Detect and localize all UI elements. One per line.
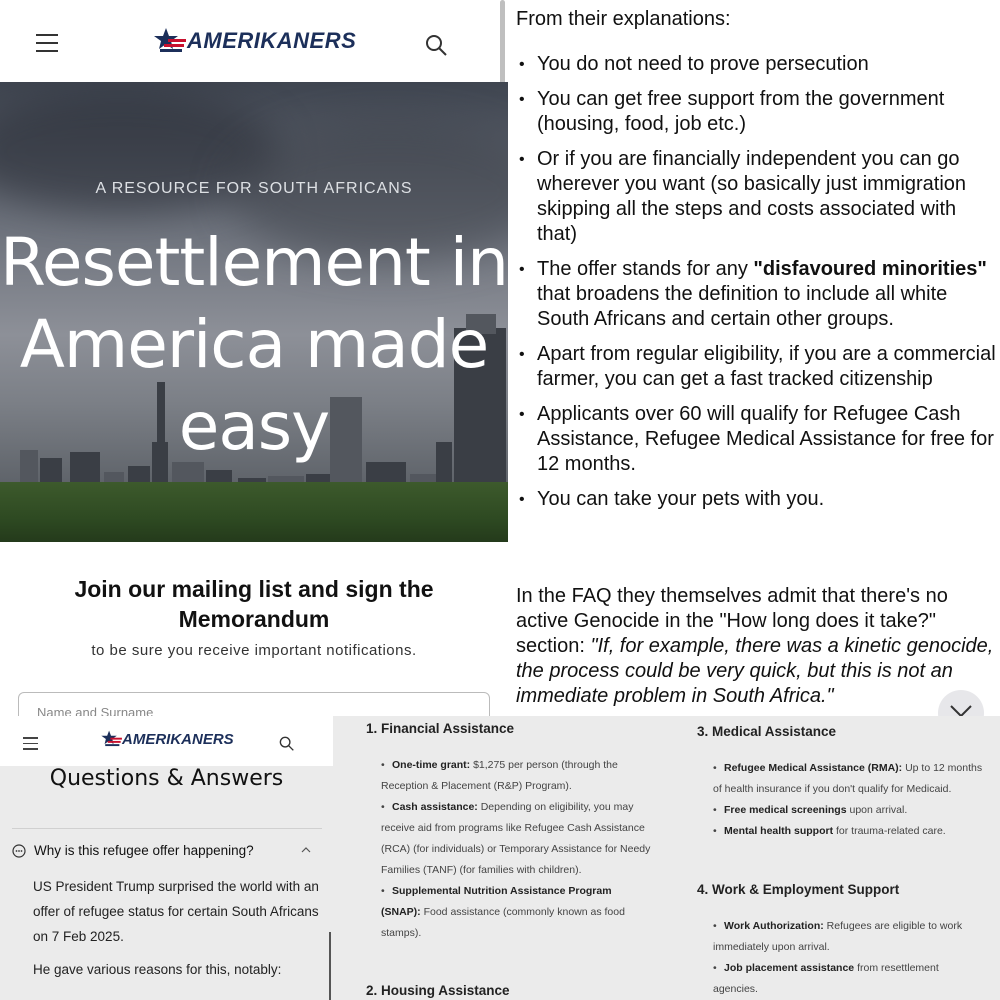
faq-question-row[interactable] xyxy=(12,842,312,862)
list-item: • Refugee Medical Assistance (RMA): Up to 12 months of health insurance if you don't qualify for Medicaid. xyxy=(713,762,983,795)
hero-kicker: A RESOURCE FOR SOUTH AFRICANS xyxy=(95,180,413,197)
search-icon[interactable] xyxy=(425,34,447,56)
site-logo[interactable] xyxy=(152,26,356,56)
benefits-panel xyxy=(333,716,1000,1000)
star-stripes-icon xyxy=(100,730,122,748)
list-item: • Work Authorization: Refugees are eligible to work immediately upon arrival. xyxy=(713,920,963,953)
star-stripes-icon xyxy=(152,27,186,55)
hero-title: Resettlement in America made easy xyxy=(0,224,508,465)
page-title: Questions & Answers xyxy=(49,766,284,791)
faq-answer: US President Trump surprised the world with an offer of refugee status for certain South Africans on 7 Feb 2025. xyxy=(33,879,319,944)
site-header xyxy=(0,0,508,82)
faq-commentary: In the FAQ they themselves admit that there's no active Genocide in the "How long does it take?" section: "If, for example, there was a kinetic genocide, the process could be very quick, but this is not an immediate problem in South Africa." xyxy=(516,585,994,707)
scrollbar[interactable] xyxy=(329,932,331,1000)
chevron-up-icon[interactable] xyxy=(301,846,311,853)
mailing-heading: Join our mailing list and sign the Memorandum xyxy=(74,576,434,632)
hero-banner xyxy=(0,82,508,542)
commentary-lead: From their explanations: xyxy=(516,8,731,30)
medical-list xyxy=(713,758,983,842)
faq-page-panel xyxy=(0,716,333,1000)
section-heading: 3. Medical Assistance xyxy=(697,724,837,739)
logo-wordmark: AMERIKANERS xyxy=(187,28,357,53)
section-heading: 2. Housing Assistance xyxy=(366,983,510,998)
site-header xyxy=(0,716,333,766)
faq-question: Why is this refugee offer happening? xyxy=(34,843,254,858)
chat-icon xyxy=(12,844,26,858)
section-heading: 1. Financial Assistance xyxy=(366,721,515,736)
list-item: • You can take your pets with you. xyxy=(516,487,996,512)
site-logo[interactable] xyxy=(100,730,234,748)
mailing-list-section xyxy=(0,542,508,716)
list-item: • The offer stands for any "disfavoured minorities" that broadens the definition to include all white South Africans and certain other groups. xyxy=(516,257,996,332)
menu-icon[interactable] xyxy=(23,737,38,749)
website-top-panel xyxy=(0,0,508,716)
list-item: • One-time grant: $1,275 per person (through the Reception & Placement (R&P) Program). xyxy=(381,759,618,792)
faq-quote: "If, for example, there was a kinetic genocide, the process could be very quick, but this is not an immediate problem in South Africa." xyxy=(516,635,994,707)
faq-answer-continued: He gave various reasons for this, notably: xyxy=(33,962,282,977)
name-input[interactable]: Name and Surname xyxy=(18,692,490,716)
list-item: • Supplemental Nutrition Assistance Program (SNAP): Food assistance (commonly known as food stamps). xyxy=(381,885,625,939)
list-item: • You can get free support from the government (housing, food, job etc.) xyxy=(516,87,996,137)
mailing-subtext: to be sure you receive important notifications. xyxy=(91,642,417,659)
divider xyxy=(12,828,322,829)
list-item: • Cash assistance: Depending on eligibility, you may receive aid from programs like Refugee Cash Assistance (RCA) (for individuals) or Temporary Assistance for Needy Families (TANF) (for families with children). xyxy=(381,801,651,876)
section-heading: 4. Work & Employment Support xyxy=(697,882,900,897)
commentary-list xyxy=(516,52,996,522)
commentary-panel xyxy=(508,0,1000,716)
list-item: • Applicants over 60 will qualify for Refugee Cash Assistance, Refugee Medical Assistance for free for 12 months. xyxy=(516,402,996,477)
list-item: • Or if you are financially independent you can go wherever you want (so basically just immigration skipping all the steps and costs associated with that) xyxy=(516,147,996,247)
search-icon[interactable] xyxy=(279,736,294,751)
list-item: • Mental health support for trauma-related care. xyxy=(713,825,946,837)
list-item: • You do not need to prove persecution xyxy=(516,52,996,77)
list-item: • Apart from regular eligibility, if you are a commercial farmer, you can get a fast tracked citizenship xyxy=(516,342,996,392)
work-list xyxy=(713,916,983,1000)
logo-wordmark: AMERIKANERS xyxy=(122,730,234,748)
chevron-down-icon xyxy=(950,704,972,716)
list-item: • Job placement assistance from resettlement agencies. xyxy=(713,962,939,995)
financial-list xyxy=(381,755,653,944)
menu-icon[interactable] xyxy=(36,34,58,52)
list-item: • Free medical screenings upon arrival. xyxy=(713,804,908,816)
